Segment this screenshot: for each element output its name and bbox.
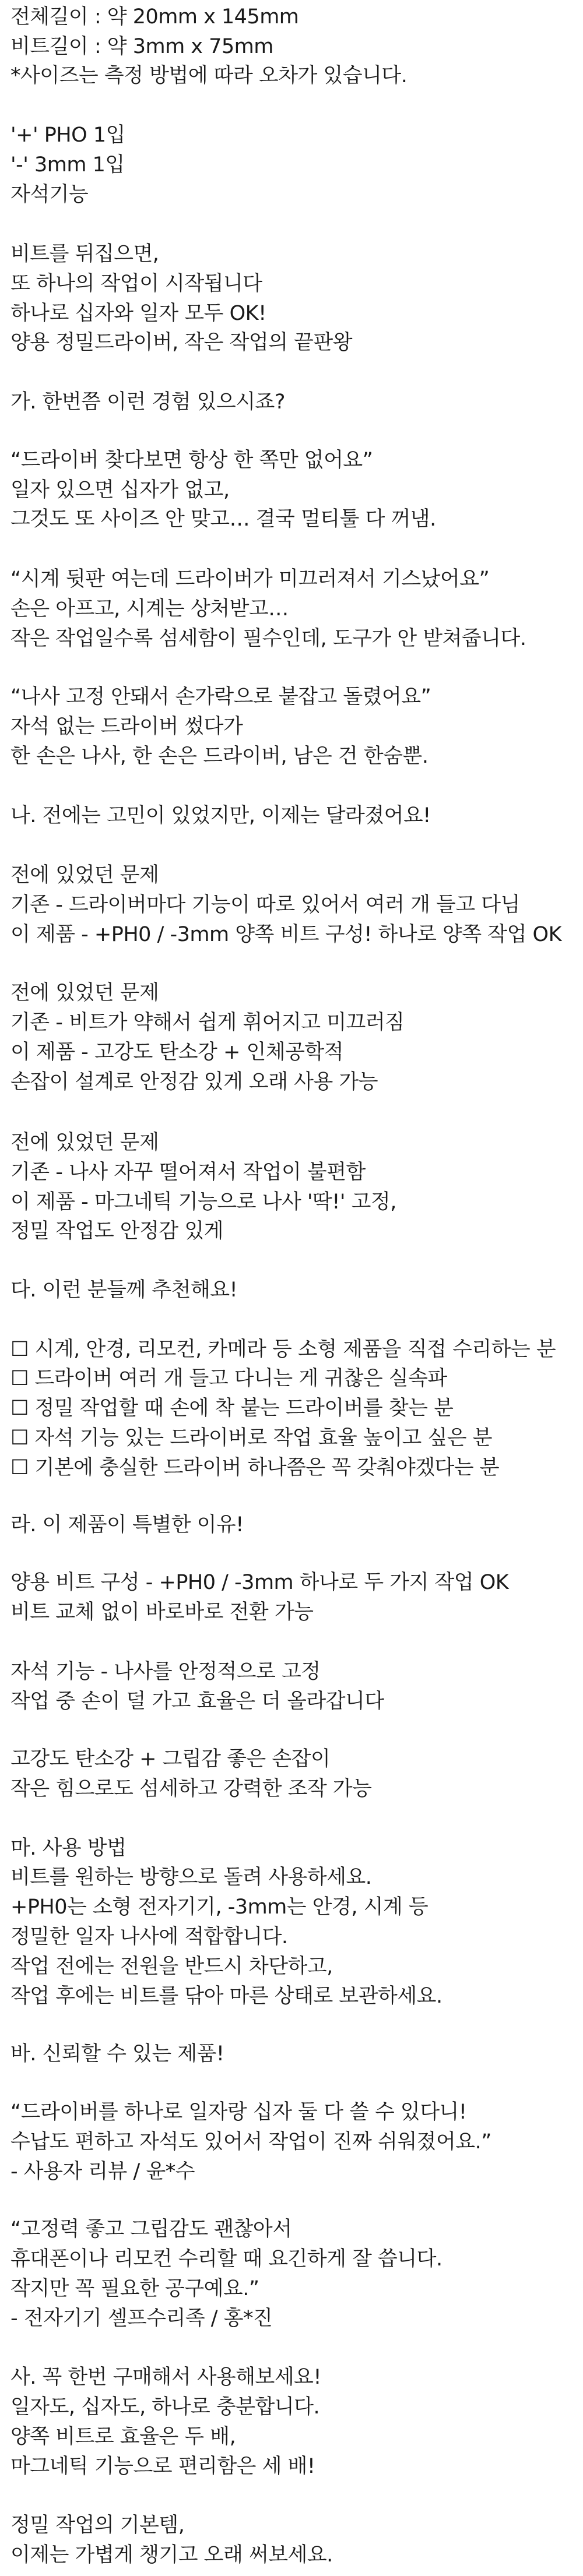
- text-line: “시계 뒷판 여는데 드라이버가 미끄러져서 기스났어요”: [10, 567, 490, 591]
- feature-grip: [10, 1745, 576, 1804]
- text-line: 그것도 또 사이즈 안 맞고… 결국 멀티툴 다 꺼냄.: [10, 508, 436, 531]
- text-line: 비트 교체 없이 바로바로 전환 가능: [10, 1601, 314, 1624]
- closing-section: [10, 2511, 576, 2570]
- text-line: 전에 있었던 문제: [10, 981, 159, 1005]
- text-line: 작은 힘으로도 섬세하고 강력한 조작 가능: [10, 1777, 372, 1801]
- text-line: 또 하나의 작업이 시작됩니다: [10, 272, 262, 295]
- text-line: '-' 3mm 1입: [10, 153, 125, 177]
- text-line: 이 제품 - 고강도 탄소강 + 인체공학적: [10, 1040, 344, 1064]
- heading-line: 바. 신뢰할 수 있는 제품!: [10, 2042, 224, 2066]
- components-section: [10, 121, 576, 209]
- feature-dual-bit: [10, 1568, 576, 1627]
- spec-section: [10, 2, 576, 91]
- text-line: *사이즈는 측정 방법에 따라 오차가 있습니다.: [10, 64, 408, 88]
- text-line: 전체길이 : 약 20mm x 145mm: [10, 5, 299, 29]
- heading-line: 사. 꼭 한번 구매해서 사용해보세요!: [10, 2366, 321, 2390]
- text-line: 정밀 작업의 기본템,: [10, 2514, 185, 2538]
- checklist-item: ☐ 자석 기능 있는 드라이버로 작업 효율 높이고 싶은 분: [10, 1426, 493, 1450]
- text-line: 이 제품 - 마그네틱 기능으로 나사 '딱!' 고정,: [10, 1190, 396, 1214]
- text-line: “고정력 좋고 그립감도 괜찮아서: [10, 2218, 292, 2242]
- heading-line: 나. 전에는 고민이 있었지만, 이제는 달라졌어요!: [10, 804, 431, 828]
- text-line: 작업 전에는 전원을 반드시 차단하고,: [10, 1954, 333, 1978]
- text-line: - 사용자 리뷰 / 윤*수: [10, 2159, 195, 2183]
- text-line: 정밀한 일자 나사에 적합합니다.: [10, 1925, 288, 1949]
- text-line: '+' PHO 1입: [10, 123, 125, 147]
- text-line: 자석 없는 드라이버 썼다가: [10, 714, 243, 738]
- section-heading-ra: [10, 1510, 576, 1540]
- experience-quote-1: [10, 446, 576, 534]
- heading-line: 마. 사용 방법: [10, 1836, 127, 1860]
- experience-quote-2: [10, 565, 576, 653]
- text-line: 마그네틱 기능으로 편리함은 세 배!: [10, 2454, 315, 2478]
- text-line: 양쪽 비트로 효율은 두 배,: [10, 2425, 236, 2448]
- text-line: - 전자기기 셀프수리족 / 홍*진: [10, 2306, 273, 2330]
- section-heading-da: [10, 1275, 576, 1305]
- checklist-item: ☐ 드라이버 여러 개 들고 다니는 게 귀찮은 실속파: [10, 1367, 447, 1391]
- text-line: 작은 작업일수록 섬세함이 필수인데, 도구가 안 받쳐줍니다.: [10, 626, 526, 650]
- text-line: “나사 고정 안돼서 손가락으로 붙잡고 돌렸어요”: [10, 685, 431, 709]
- text-line: 이제는 가볍게 챙기고 오래 써보세요.: [10, 2543, 333, 2567]
- text-line: 작지만 꼭 필요한 공구예요.”: [10, 2277, 259, 2300]
- text-line: 기존 - 나사 자꾸 떨어져서 작업이 불편함: [10, 1160, 366, 1184]
- text-line: 작업 중 손이 덜 가고 효율은 더 올라갑니다: [10, 1689, 384, 1713]
- text-line: 고강도 탄소강 + 그립감 좋은 손잡이: [10, 1747, 331, 1771]
- section-heading-ga: [10, 387, 576, 417]
- text-line: 비트를 원하는 방향으로 돌려 사용하세요.: [10, 1866, 372, 1890]
- text-line: “드라이버 찾다보면 항상 한 쪽만 없어요”: [10, 448, 373, 472]
- text-line: 자석 기능 - 나사를 안정적으로 고정: [10, 1659, 321, 1683]
- text-line: 휴대폰이나 리모컨 수리할 때 요긴하게 잘 씁니다.: [10, 2247, 442, 2271]
- checklist-item: ☐ 기본에 충실한 드라이버 하나쯤은 꼭 갖춰야겠다는 분: [10, 1456, 500, 1479]
- text-line: 정밀 작업도 안정감 있게: [10, 1220, 223, 1243]
- checklist-item: ☐ 시계, 안경, 리모컨, 카메라 등 소형 제품을 직접 수리하는 분: [10, 1337, 556, 1361]
- text-line: 이 제품 - +PH0 / -3mm 양쪽 비트 구성! 하나로 양쪽 작업 OK: [10, 922, 562, 946]
- problem-block-1: [10, 861, 576, 949]
- text-line: 기존 - 드라이버마다 기능이 따로 있어서 여러 개 들고 다님: [10, 893, 520, 917]
- purchase-section: [10, 2363, 576, 2481]
- text-line: 일자 있으면 십자가 없고,: [10, 478, 230, 502]
- text-line: 양용 비트 구성 - +PH0 / -3mm 하나로 두 가지 작업 OK: [10, 1571, 509, 1595]
- feature-magnet: [10, 1657, 576, 1717]
- text-line: 자석기능: [10, 182, 89, 206]
- text-line: 비트를 뒤집으면,: [10, 242, 159, 266]
- text-line: 비트길이 : 약 3mm x 75mm: [10, 34, 273, 58]
- section-heading-na: [10, 801, 576, 831]
- text-line: 전에 있었던 문제: [10, 1130, 159, 1154]
- text-line: 한 손은 나사, 한 손은 드라이버, 남은 건 한숨뿐.: [10, 744, 429, 768]
- text-line: 전에 있었던 문제: [10, 863, 159, 887]
- text-line: 기존 - 비트가 약해서 쉽게 휘어지고 미끄러짐: [10, 1010, 405, 1034]
- experience-quote-3: [10, 682, 576, 771]
- text-line: 손잡이 설계로 안정감 있게 오래 사용 가능: [10, 1070, 378, 1094]
- text-line: “드라이버를 하나로 일자랑 십자 둘 다 쓸 수 있다니!: [10, 2101, 467, 2124]
- usage-section: [10, 1834, 576, 2011]
- problem-block-2: [10, 978, 576, 1097]
- text-line: 하나로 십자와 일자 모두 OK!: [10, 301, 266, 325]
- heading-line: 다. 이런 분들께 추천해요!: [10, 1278, 238, 1302]
- intro-section: [10, 239, 576, 358]
- recommendation-list: [10, 1335, 576, 1483]
- text-line: 작업 후에는 비트를 닦아 마른 상태로 보관하세요.: [10, 1984, 442, 2008]
- review-1: [10, 2098, 576, 2186]
- review-2: [10, 2215, 576, 2333]
- heading-line: 가. 한번쯤 이런 경험 있으시죠?: [10, 390, 285, 414]
- text-line: +PH0는 소형 전자기기, -3mm는 안경, 시계 등: [10, 1895, 429, 1919]
- text-line: 수납도 편하고 자석도 있어서 작업이 진짜 쉬워졌어요.”: [10, 2130, 491, 2154]
- section-heading-ba: [10, 2039, 576, 2069]
- heading-line: 라. 이 제품이 특별한 이유!: [10, 1513, 244, 1537]
- problem-block-3: [10, 1128, 576, 1246]
- text-line: 손은 아프고, 시계는 상처받고…: [10, 597, 289, 621]
- text-line: 일자도, 십자도, 하나로 충분합니다.: [10, 2395, 320, 2419]
- text-line: 양용 정밀드라이버, 작은 작업의 끝판왕: [10, 331, 353, 355]
- checklist-item: ☐ 정밀 작업할 때 손에 착 붙는 드라이버를 찾는 분: [10, 1397, 454, 1421]
